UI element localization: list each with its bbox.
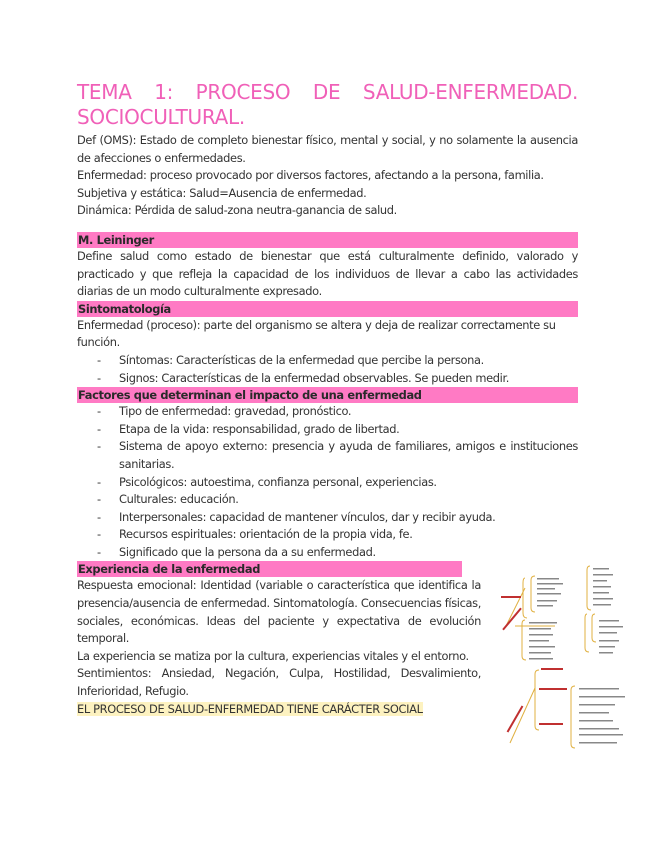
list-item: - Sistema de apoyo externo: presencia y ayuda de familiares, amigos e instituciones sanitarias.: [77, 438, 578, 473]
list-item: - Culturales: educación.: [77, 491, 578, 509]
experiencia-heading: Experiencia de la enfermedad: [77, 561, 462, 577]
factores-list: [77, 403, 578, 561]
mindmap-top-branch: [505, 566, 596, 660]
experiencia-matiza: La experiencia se matiza por la cultura, experiencias vitales y el entorno.: [77, 648, 469, 663]
sintomatologia-heading: Sintomatología: [77, 301, 578, 317]
factores-heading: Factores que determinan el impacto de una enfermedad: [77, 387, 578, 403]
list-item: - Interpersonales: capacidad de mantener vínculos, dar y recibir ayuda.: [77, 509, 578, 527]
list-item: - Signos: Características de la enfermedad observables. Se pueden medir.: [77, 370, 578, 388]
intro-dinamica: Dinámica: Pérdida de salud-zona neutra-ganancia de salud.: [77, 203, 397, 218]
experiencia-sentimientos: Sentimientos: Ansiedad, Negación, Culpa, Hostilidad, Desvalimiento, Inferioridad, Refugio.: [77, 666, 481, 699]
leininger-heading: M. Leininger: [77, 232, 578, 248]
intro-enfermedad: Enfermedad: proceso provocado por diversos factores, afectando a la persona, familia.: [77, 168, 544, 183]
leininger-text: Define salud como estado de bienestar que está culturalmente definido, valorado y practicado y que refleja la capacidad de los individuos de llevar a cabo las actividades diarias de un modo culturalmente expresado.: [77, 248, 578, 299]
page-title-continued: SOCIOCULTURAL.: [77, 105, 245, 129]
mindmap-image: [495, 558, 645, 758]
list-item: - Etapa de la vida: responsabilidad, grado de libertad.: [77, 421, 578, 439]
sintomatologia-text: Enfermedad (proceso): parte del organismo se altera y deja de realizar correctamente su función.: [77, 317, 556, 350]
list-item: - Psicológicos: autoestima, confianza personal, experiencias.: [77, 474, 578, 492]
list-item: - Tipo de enfermedad: gravedad, pronóstico.: [77, 403, 578, 421]
mindmap-top-text: [501, 568, 623, 660]
page-title: TEMA 1: PROCESO DE SALUD-ENFERMEDAD.: [77, 80, 578, 104]
list-item: - Significado que la persona da a su enfermedad.: [77, 544, 578, 562]
intro-subjetiva: Subjetiva y estática: Salud=Ausencia de enfermedad.: [77, 185, 367, 200]
list-item: - Recursos espirituales: orientación de la propia vida, fe.: [77, 526, 578, 544]
mindmap-bottom-text: [507, 668, 625, 744]
highlight-note: EL PROCESO DE SALUD-ENFERMEDAD TIENE CARÁCTER SOCIAL: [77, 701, 423, 716]
sintomatologia-list: [77, 352, 578, 387]
intro-definition: Def (OMS): Estado de completo bienestar físico, mental y social, y no solamente la ausencia de afecciones o enfermedades.: [77, 133, 578, 165]
list-item: - Síntomas: Características de la enfermedad que percibe la persona.: [77, 352, 578, 370]
experiencia-respuesta: Respuesta emocional: Identidad (variable o característica que identifica la presencia/ausencia de enfermedad. Sintomatología. Consecuencias físicas, sociales, económicas. Ideas del paciente y expectativa de evolución temporal.: [77, 578, 481, 646]
